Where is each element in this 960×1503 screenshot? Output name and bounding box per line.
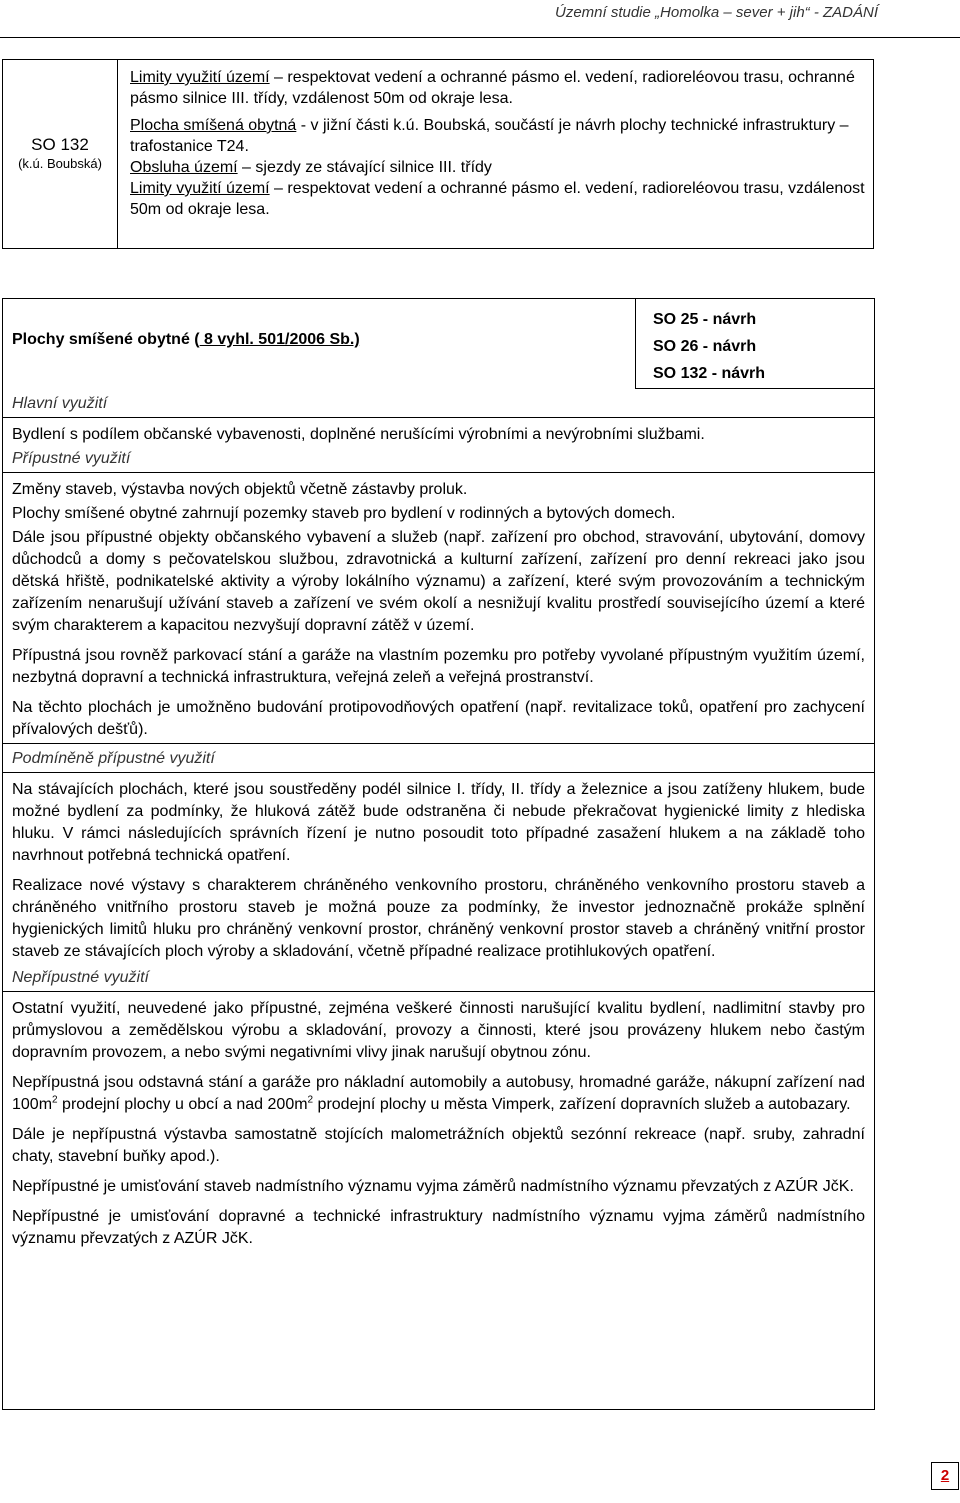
allowed-item: Přípustná jsou rovněž parkovací stání a garáže na vlastním pozemku pro potřeby vyvolané přípustným využitím území, nezbytná dopravní a technická infrastruktura, veřejná zeleň a veřejná prostranství. <box>12 647 865 686</box>
conditional-item: Realizace nové výstavy s charakterem chráněného venkovního prostoru, chráněného venkovního prostoru staveb a chráněného vnitřního prostoru staveb je možná pouze za podmínky, že investor jednoznačně prokáže splnění hygienických limitů hluku pro chráněný venkovní prostor, chráněný venkovní prostor staveb a chráněný vnitřní prostor staveb ze stávajících ploch výroby a skladování, včetně případné realizace protihlukových opatření. <box>12 877 865 960</box>
area-text: - v jižní části k.ú. Boubská, součástí je návrh plochy technické infrastruktury – trafostanice T24. <box>130 117 849 155</box>
limits-text-2: – respektovat vedení a ochranné pásmo el. vedení, radioreléovou trasu, vzdálenost 50m od okraje lesa. <box>130 180 865 218</box>
forbidden-item: Nepřípustné je umisťování staveb nadmístního významu vyjma záměrů nadmístního významu převzatých z AZÚR JčK. <box>12 1178 854 1195</box>
forbidden-2-part-b: prodejní plochy u obcí a nad 200m <box>57 1096 308 1113</box>
service-paragraph <box>130 157 865 178</box>
limits-label: Limity využití území <box>130 69 270 86</box>
so-list-item: SO 26 - návrh <box>653 338 757 355</box>
limits-text: – respektovat vedení a ochranné pásmo el. vedení, radioreléovou trasu, ochranné pásmo silnice III. třídy, vzdálenost 50m od okraje lesa. <box>130 69 855 107</box>
allowed-item: Dále jsou přípustné objekty občanského vybavení a služeb (např. zařízení pro obchod, stravování, ubytování, domovy důchodců a domy s pečovatelskou službou, zdravotnická a kulturní zařízení, zařízení pro denní rekreaci jako jsou dětská hřiště, podnikatelské aktivity a výroby lokálního významu) a zařízení, které svým provozováním a technickým zařízením nenarušují užívání staveb a zařízení ve svém okolí a nesnižují kvalitu prostředí souvisejícího území a které svým charakterem a kapacitou nezvyšují dopravní zátěž v území. <box>12 529 865 634</box>
regulation-title <box>12 331 360 349</box>
forbidden-item: Ostatní využití, neuvedené jako přípustné, zejména veškeré činnosti narušující kvalitu bydlení, nadlimitní stavby pro průmyslovou a zemědělskou výrobu a skladování, provozy a činnosti, které jsou provázeny hlukem nebo častým dopravním provozem, a nebo svými negativními vlivy jinak narušují obytnou zónu. <box>12 1000 865 1061</box>
label-allowed-use: Přípustné využití <box>12 450 131 467</box>
allowed-item: Změny staveb, výstavba nových objektů včetně zástavby proluk. <box>12 481 468 498</box>
so-code: SO 132 <box>31 135 89 154</box>
main-use-text: Bydlení s podílem občanské vybavenosti, doplněné nerušícími výrobními a nevýrobními službami. <box>12 426 705 443</box>
service-text: – sjezdy ze stávající silnice III. třídy <box>237 159 492 176</box>
so-list-item: SO 25 - návrh <box>653 311 757 328</box>
main-use-section <box>3 418 874 446</box>
conditional-item: Na stávajících plochách, které jsou soustředěny podél silnice I. třídy, II. třídy a železnice a jsou zatíženy hlukem, bude možné bydlení za podmínky, že hluková zátěž bude odstraněna či nebude překračovat hygienické limity z hlediska hluku. V rámci následujících správních řízení je nutno posoudit toto případné zasažení hlukem a na základě toho navrhnout potřebná technická opatření. <box>12 781 865 864</box>
forbidden-2-part-a: Nepřípustná jsou odstavná stání a garáže pro nákladní automobily a autobusy, hromadné garáže, nákupní zařízení nad 100m <box>12 1074 865 1113</box>
limits-paragraph <box>130 67 865 109</box>
divider <box>3 743 874 744</box>
title-part-a: Plochy smíšené obytné ( <box>12 331 200 348</box>
so132-label-cell <box>3 60 118 248</box>
so-list-box <box>635 299 874 389</box>
superscript: 2 <box>52 1094 58 1106</box>
document-header: Územní studie „Homolka – sever + jih“ - ZADÁNÍ <box>554 4 878 21</box>
label-forbidden-use: Nepřípustné využití <box>12 969 149 986</box>
forbidden-2-part-c: prodejní plochy u města Vimperk, zařízení dopravních služeb a autobazary. <box>313 1096 851 1113</box>
allowed-section <box>3 473 874 741</box>
forbidden-section <box>3 992 874 1250</box>
label-main-use: Hlavní využití <box>12 395 108 412</box>
limits-label-2: Limity využití území <box>130 180 270 197</box>
so132-table <box>2 59 874 249</box>
regulation-table <box>2 298 875 1410</box>
forbidden-item: Nepřípustné je umisťování dopravné a technické infrastruktury nadmístního významu vyjma záměrů nadmístního významu převzatých z AZÚR JčK. <box>12 1208 865 1247</box>
forbidden-item <box>12 1072 865 1116</box>
title-part-b: 8 vyhl. 501/2006 Sb.) <box>199 331 360 348</box>
allowed-item: Na těchto plochách je umožněno budování protipovodňových opatření (např. revitalizace toků, opatření pro zachycení přívalových dešťů). <box>12 699 865 738</box>
allowed-item: Plochy smíšené obytné zahrnují pozemky staveb pro bydlení v rodinných a bytových domech. <box>12 505 676 522</box>
service-label: Obsluha území <box>130 159 238 176</box>
area-paragraph <box>130 115 865 157</box>
so-area: (k.ú. Boubská) <box>18 156 102 171</box>
superscript: 2 <box>307 1094 314 1106</box>
limits-paragraph-2 <box>130 178 865 220</box>
conditional-section <box>3 773 874 963</box>
area-label: Plocha smíšená obytná <box>130 117 297 134</box>
header-divider <box>0 37 960 38</box>
so-list-item: SO 132 - návrh <box>653 365 766 382</box>
page-number: 2 <box>931 1462 959 1490</box>
so132-description-cell <box>118 60 873 248</box>
label-conditional-use: Podmíněně přípustné využití <box>12 750 215 767</box>
forbidden-item: Dále je nepřípustná výstavba samostatně stojících malometrážních objektů sezónní rekreace (např. sruby, zahradní chaty, stavební buňky apod.). <box>12 1126 865 1165</box>
regulation-header <box>3 299 874 417</box>
